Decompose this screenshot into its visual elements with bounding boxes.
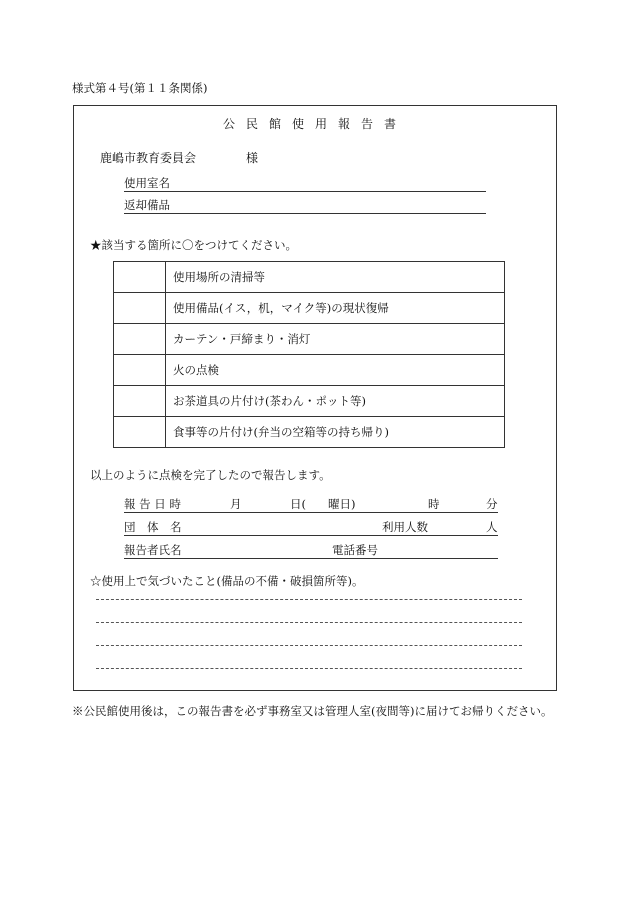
checklist-item-label: 食事等の片付け(弁当の空箱等の持ち帰り) <box>166 417 505 448</box>
checklist-row <box>114 386 505 417</box>
notes-line[interactable] <box>96 599 522 600</box>
room-name-label: 使用室名 <box>124 176 170 190</box>
weekday-unit: 曜日) <box>328 497 356 511</box>
checklist-item-label: 火の点検 <box>166 355 505 386</box>
honorific: 様 <box>246 151 259 165</box>
check-cell[interactable] <box>114 324 166 355</box>
checklist-item-label: カーテン・戸締まり・消灯 <box>166 324 505 355</box>
reporter-name-label: 報告者氏名 <box>124 543 182 557</box>
checklist-item-label: お茶道具の片付け(茶わん・ポット等) <box>166 386 505 417</box>
people-unit: 人 <box>486 520 498 534</box>
footnote: ※公民館使用後は，この報告書を必ず事務室又は管理人室(夜間等)に届けてお帰りください。 <box>72 704 553 718</box>
instruction-text: ★該当する箇所に〇をつけてください。 <box>90 238 297 252</box>
checklist-row <box>114 262 505 293</box>
check-cell[interactable] <box>114 417 166 448</box>
checklist-row <box>114 417 505 448</box>
check-cell[interactable] <box>114 386 166 417</box>
minute-unit: 分 <box>486 497 498 511</box>
checklist-table <box>113 261 505 448</box>
addressee: 鹿嶋市教育委員会 <box>100 151 197 165</box>
checklist-row <box>114 355 505 386</box>
month-unit: 月 <box>230 497 242 511</box>
checklist-row <box>114 324 505 355</box>
report-datetime-label: 報 告 日 時 <box>124 497 181 511</box>
check-cell[interactable] <box>114 355 166 386</box>
hour-unit: 時 <box>428 497 440 511</box>
report-datetime-field[interactable] <box>124 497 498 513</box>
notes-line[interactable] <box>96 645 522 646</box>
room-name-field[interactable] <box>124 176 486 192</box>
check-cell[interactable] <box>114 293 166 324</box>
checklist-item-label: 使用場所の清掃等 <box>166 262 505 293</box>
returned-equipment-label: 返却備品 <box>124 198 170 212</box>
day-unit: 日( <box>290 497 306 511</box>
completion-statement: 以上のように点検を完了したので報告します。 <box>90 468 331 482</box>
form-title: 公民館使用報告書 <box>222 117 407 131</box>
notes-line[interactable] <box>96 668 522 669</box>
form-number: 様式第４号(第１１条関係) <box>72 81 208 95</box>
check-cell[interactable] <box>114 262 166 293</box>
returned-equipment-field[interactable] <box>124 198 486 214</box>
notes-line[interactable] <box>96 622 522 623</box>
checklist-item-label: 使用備品(イス，机，マイク等)の現状復帰 <box>166 293 505 324</box>
notice-heading: ☆使用上で気づいたこと(備品の不備・破損箇所等)。 <box>90 574 364 588</box>
phone-number-label: 電話番号 <box>332 543 378 557</box>
checklist-row <box>114 293 505 324</box>
users-count-label: 利用人数 <box>382 520 428 534</box>
group-name-label: 団 体 名 <box>124 520 182 534</box>
group-name-field[interactable] <box>124 520 498 536</box>
reporter-field[interactable] <box>124 543 498 559</box>
